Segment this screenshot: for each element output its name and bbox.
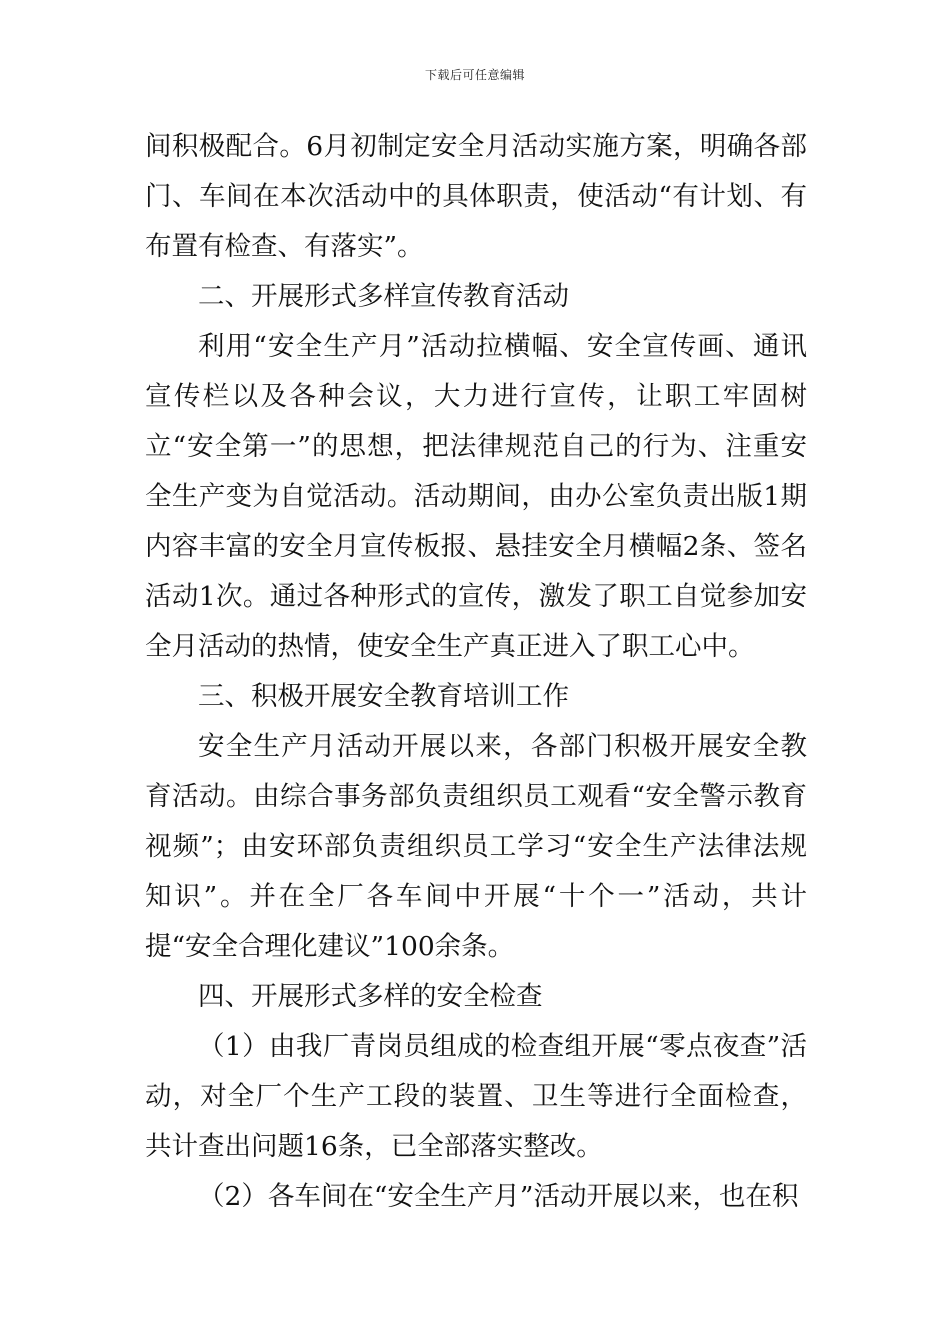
section-heading-2: 二、开展形式多样宣传教育活动 xyxy=(198,281,569,312)
section-heading-3: 三、积极开展安全教育培训工作 xyxy=(198,681,569,712)
paragraph-intro: 间积极配合。6月初制定安全月活动实施方案，明确各部门、车间在本次活动中的具体职责，使活动“有计划、有布置有检查、有落实”。 xyxy=(145,131,807,262)
page-header: 下载后可任意编辑 xyxy=(424,68,525,82)
paragraph-publicity: 利用“安全生产月”活动拉横幅、安全宣传画、通讯宣传栏以及各种会议，大力进行宣传，让职工牢固树立“安全第一”的思想，把法律规范自己的行为、注重安全生产变为自觉活动。活动期间，由办公室负责出版1期内容丰富的安全月宣传板报、悬挂安全月横幅2条、签名活动1次。通过各种形式的宣传，激发了职工自觉参加安全月活动的热情，使安全生产真正进入了职工心中。 xyxy=(145,331,807,662)
section-heading-4: 四、开展形式多样的安全检查 xyxy=(198,981,543,1012)
paragraph-training: 安全生产月活动开展以来，各部门积极开展安全教育活动。由综合事务部负责组织员工观看“安全警示教育视频”；由安环部负责组织员工学习“安全生产法律法规知识”。并在全厂各车间中开展“十个一”活动，共计提“安全合理化建议”100余条。 xyxy=(145,731,807,962)
document-body xyxy=(145,122,807,1222)
paragraph-inspection-1: （1）由我厂青岗员组成的检查组开展“零点夜查”活动，对全厂个生产工段的装置、卫生等进行全面检查，共计查出问题16条，已全部落实整改。 xyxy=(145,1031,807,1162)
paragraph-inspection-2: （2）各车间在“安全生产月”活动开展以来，也在积 xyxy=(198,1181,799,1212)
